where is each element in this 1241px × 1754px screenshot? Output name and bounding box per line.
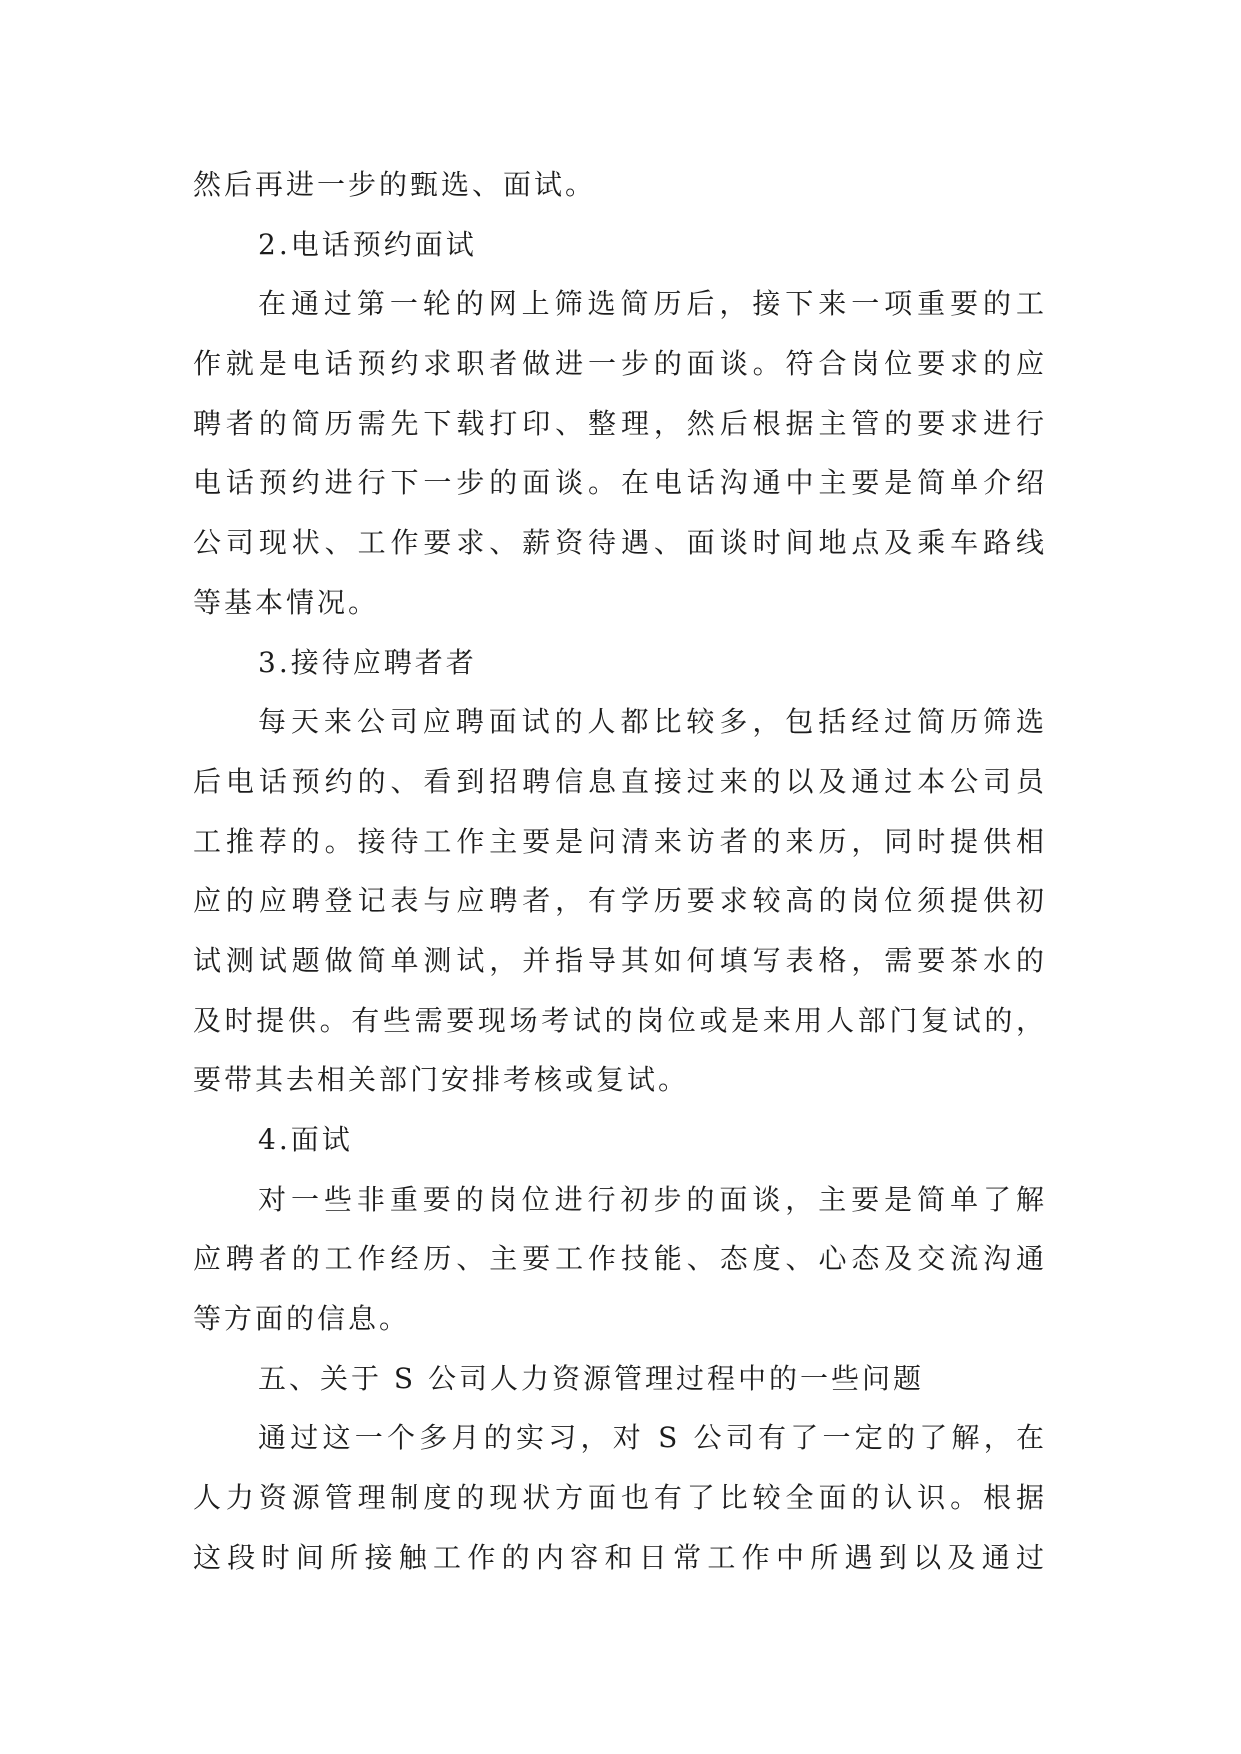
paragraph-line: 试测试题做简单测试，并指导其如何填写表格，需要茶水的: [193, 943, 1047, 977]
paragraph: [193, 155, 1047, 215]
section-heading-text: 2.电话预约面试: [258, 227, 477, 261]
paragraph-line: 每天来公司应聘面试的人都比较多，包括经过简历筛选: [258, 705, 1047, 739]
paragraph-line: 要带其去相关部门安排考核或复试。: [193, 1063, 690, 1097]
paragraph-line: 工推荐的。接待工作主要是问清来访者的来历，同时提供相: [193, 824, 1047, 858]
paragraph-line: 应聘者的工作经历、主要工作技能、态度、心态及交流沟通: [193, 1242, 1047, 1276]
paragraph: [193, 274, 1047, 632]
section-heading-text: 3.接待应聘者者: [258, 645, 477, 679]
paragraph-line: 后电话预约的、看到招聘信息直接过来的以及通过本公司员: [193, 764, 1047, 798]
section-heading-text: 五、关于 S 公司人力资源管理过程中的一些问题: [258, 1361, 924, 1395]
paragraph-line: 电话预约进行下一步的面谈。在电话沟通中主要是简单介绍: [193, 466, 1047, 500]
section-heading: [193, 215, 1047, 275]
paragraph-line: 作就是电话预约求职者做进一步的面谈。符合岗位要求的应: [193, 347, 1047, 381]
paragraph: [193, 1408, 1047, 1587]
document-body: [193, 155, 1047, 1588]
paragraph-line: 公司现状、工作要求、薪资待遇、面谈时间地点及乘车路线: [193, 526, 1047, 560]
paragraph-line: 聘者的简历需先下载打印、整理，然后根据主管的要求进行: [193, 406, 1047, 440]
paragraph-line: 然后再进一步的甄选、面试。: [193, 168, 597, 201]
paragraph-line: 这段时间所接触工作的内容和日常工作中所遇到以及通过: [193, 1540, 1047, 1574]
section-heading: [193, 1349, 1047, 1409]
section-heading: [193, 633, 1047, 693]
paragraph-line: 在通过第一轮的网上筛选简历后，接下来一项重要的工: [258, 287, 1047, 321]
paragraph-line: 应的应聘登记表与应聘者，有学历要求较高的岗位须提供初: [193, 884, 1047, 918]
paragraph-line: 等方面的信息。: [193, 1302, 411, 1336]
paragraph-line: 人力资源管理制度的现状方面也有了比较全面的认识。根据: [193, 1481, 1047, 1515]
paragraph-line: 通过这一个多月的实习，对 S 公司有了一定的了解，在: [258, 1421, 1047, 1455]
paragraph: [193, 1170, 1047, 1349]
section-heading: [193, 1110, 1047, 1170]
paragraph-line: 等基本情况。: [193, 585, 380, 619]
section-heading-text: 4.面试: [258, 1123, 353, 1156]
paragraph-line: 及时提供。有些需要现场考试的岗位或是来用人部门复试的，: [193, 1003, 1047, 1037]
paragraph-line: 对一些非重要的岗位进行初步的面谈，主要是简单了解: [258, 1182, 1047, 1216]
paragraph: [193, 692, 1047, 1110]
